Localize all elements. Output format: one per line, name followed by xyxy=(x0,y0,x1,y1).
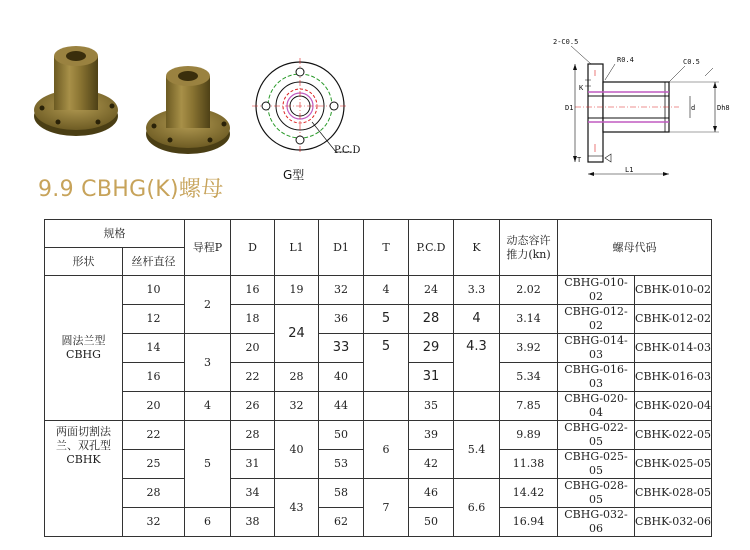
cell-dia: 12 xyxy=(123,305,185,334)
cell-D: 38 xyxy=(231,508,275,537)
cell-K: 4 xyxy=(454,305,500,334)
cell-dia: 16 xyxy=(123,363,185,392)
cell-pcd: 24 xyxy=(409,276,454,305)
cell-D: 28 xyxy=(231,421,275,450)
cell-lead: 5 xyxy=(185,421,231,508)
header-shape: 形状 xyxy=(45,248,123,276)
chamfer-label-1: 2-C0.5 xyxy=(553,38,579,46)
k-dim-label: K xyxy=(579,84,584,92)
cell-load: 14.42 xyxy=(500,479,558,508)
cell-dia: 20 xyxy=(123,392,185,421)
chamfer-label-2: C0.5 xyxy=(683,58,700,66)
cell-load: 3.14 xyxy=(500,305,558,334)
cell-T: 5 xyxy=(364,334,409,392)
cell-cbhg: CBHG-025-05 xyxy=(558,450,635,479)
cell-cbhg: CBHG-028-05 xyxy=(558,479,635,508)
cell-cbhk: CBHK-020-04 xyxy=(635,392,712,421)
header-load: 动态容许推力(kn) xyxy=(500,220,558,276)
cell-pcd: 29 xyxy=(409,334,454,363)
cell-K: 6.6 xyxy=(454,479,500,537)
cell-K: 5.4 xyxy=(454,421,500,479)
cell-cbhk: CBHK-022-05 xyxy=(635,421,712,450)
cell-D1: 58 xyxy=(319,479,364,508)
cell-L1: 28 xyxy=(275,363,319,392)
cell-load: 9.89 xyxy=(500,421,558,450)
cell-lead: 4 xyxy=(185,392,231,421)
cell-K xyxy=(454,392,500,421)
d-dim-label: d xyxy=(691,104,696,112)
header-screw-dia: 丝杆直径 xyxy=(123,248,185,276)
header-D: D xyxy=(231,220,275,276)
cell-cbhg: CBHG-012-02 xyxy=(558,305,635,334)
cell-dia: 22 xyxy=(123,421,185,450)
cell-dia: 32 xyxy=(123,508,185,537)
cell-cbhk: CBHK-012-02 xyxy=(635,305,712,334)
cell-pcd: 46 xyxy=(409,479,454,508)
cell-cbhk: CBHK-028-05 xyxy=(635,479,712,508)
cell-load: 3.92 xyxy=(500,334,558,363)
header-T: T xyxy=(364,220,409,276)
cell-T: 7 xyxy=(364,479,409,537)
cell-D: 16 xyxy=(231,276,275,305)
cell-lead: 3 xyxy=(185,334,231,392)
cell-T: 5 xyxy=(364,305,409,334)
cell-D: 22 xyxy=(231,363,275,392)
cell-dia: 14 xyxy=(123,334,185,363)
cell-D1: 33 xyxy=(319,334,364,363)
cell-D1: 44 xyxy=(319,392,364,421)
cell-load: 16.94 xyxy=(500,508,558,537)
cell-pcd: 50 xyxy=(409,508,454,537)
cell-L1: 19 xyxy=(275,276,319,305)
cell-dia: 10 xyxy=(123,276,185,305)
pcd-label: P.C.D xyxy=(334,145,361,156)
cell-load: 7.85 xyxy=(500,392,558,421)
g-type-label: G型 xyxy=(283,168,305,182)
header-K: K xyxy=(454,220,500,276)
header-code: 螺母代码 xyxy=(558,220,712,276)
cell-load: 2.02 xyxy=(500,276,558,305)
cell-D1: 40 xyxy=(319,363,364,392)
l1-dim-label: L1 xyxy=(625,166,634,174)
cell-L1: 24 xyxy=(275,305,319,363)
page-title: 9.9 CBHG(K)螺母 xyxy=(38,177,224,202)
t-dim-label: T xyxy=(577,156,582,164)
cell-load: 5.34 xyxy=(500,363,558,392)
cell-cbhg: CBHG-032-06 xyxy=(558,508,635,537)
d1-dim-label: D1 xyxy=(565,104,574,112)
cell-L1: 32 xyxy=(275,392,319,421)
cell-T: 4 xyxy=(364,276,409,305)
cell-D: 18 xyxy=(231,305,275,334)
cell-pcd: 28 xyxy=(409,305,454,334)
cell-cbhg: CBHG-010-02 xyxy=(558,276,635,305)
cell-dia: 28 xyxy=(123,479,185,508)
shape-cut-cell: 两面切割法兰、双孔型CBHK xyxy=(45,421,123,537)
cell-D1: 50 xyxy=(319,421,364,450)
cell-cbhk: CBHK-025-05 xyxy=(635,450,712,479)
cell-cbhk: CBHK-032-06 xyxy=(635,508,712,537)
cell-cbhk: CBHK-010-02 xyxy=(635,276,712,305)
header-pcd: P.C.D xyxy=(409,220,454,276)
cell-pcd: 39 xyxy=(409,421,454,450)
dh8-dim-label: Dh8 xyxy=(717,104,730,112)
cell-D1: 62 xyxy=(319,508,364,537)
header-spec: 规格 xyxy=(45,220,185,248)
cell-L1: 43 xyxy=(275,479,319,537)
section-view-drawing xyxy=(545,34,745,184)
cell-T: 6 xyxy=(364,421,409,479)
header-L1: L1 xyxy=(275,220,319,276)
cell-cbhg: CBHG-016-03 xyxy=(558,363,635,392)
cell-K: 3.3 xyxy=(454,276,500,305)
cell-lead: 2 xyxy=(185,276,231,334)
cell-cbhg: CBHG-022-05 xyxy=(558,421,635,450)
cell-T xyxy=(364,392,409,421)
cell-lead: 6 xyxy=(185,508,231,537)
shape-round-cell: 圆法兰型CBHG xyxy=(45,276,123,421)
cell-D: 26 xyxy=(231,392,275,421)
cell-cbhk: CBHK-016-03 xyxy=(635,363,712,392)
cell-D: 31 xyxy=(231,450,275,479)
cell-D: 20 xyxy=(231,334,275,363)
cell-D1: 36 xyxy=(319,305,364,334)
cell-K: 4.3 xyxy=(454,334,500,392)
cell-pcd: 31 xyxy=(409,363,454,392)
cell-dia: 25 xyxy=(123,450,185,479)
spec-table xyxy=(44,219,712,537)
cell-cbhg: CBHG-020-04 xyxy=(558,392,635,421)
nut-photo-2 xyxy=(142,62,238,162)
cell-pcd: 42 xyxy=(409,450,454,479)
header-D1: D1 xyxy=(319,220,364,276)
cell-D: 34 xyxy=(231,479,275,508)
cell-pcd: 35 xyxy=(409,392,454,421)
front-view-drawing xyxy=(252,58,352,158)
header-lead: 导程P xyxy=(185,220,231,276)
cell-cbhg: CBHG-014-03 xyxy=(558,334,635,363)
nut-photo-1 xyxy=(28,38,128,148)
radius-label: R0.4 xyxy=(617,56,634,64)
cell-load: 11.38 xyxy=(500,450,558,479)
cell-D1: 32 xyxy=(319,276,364,305)
cell-D1: 53 xyxy=(319,450,364,479)
cell-cbhk: CBHK-014-03 xyxy=(635,334,712,363)
cell-L1: 40 xyxy=(275,421,319,479)
